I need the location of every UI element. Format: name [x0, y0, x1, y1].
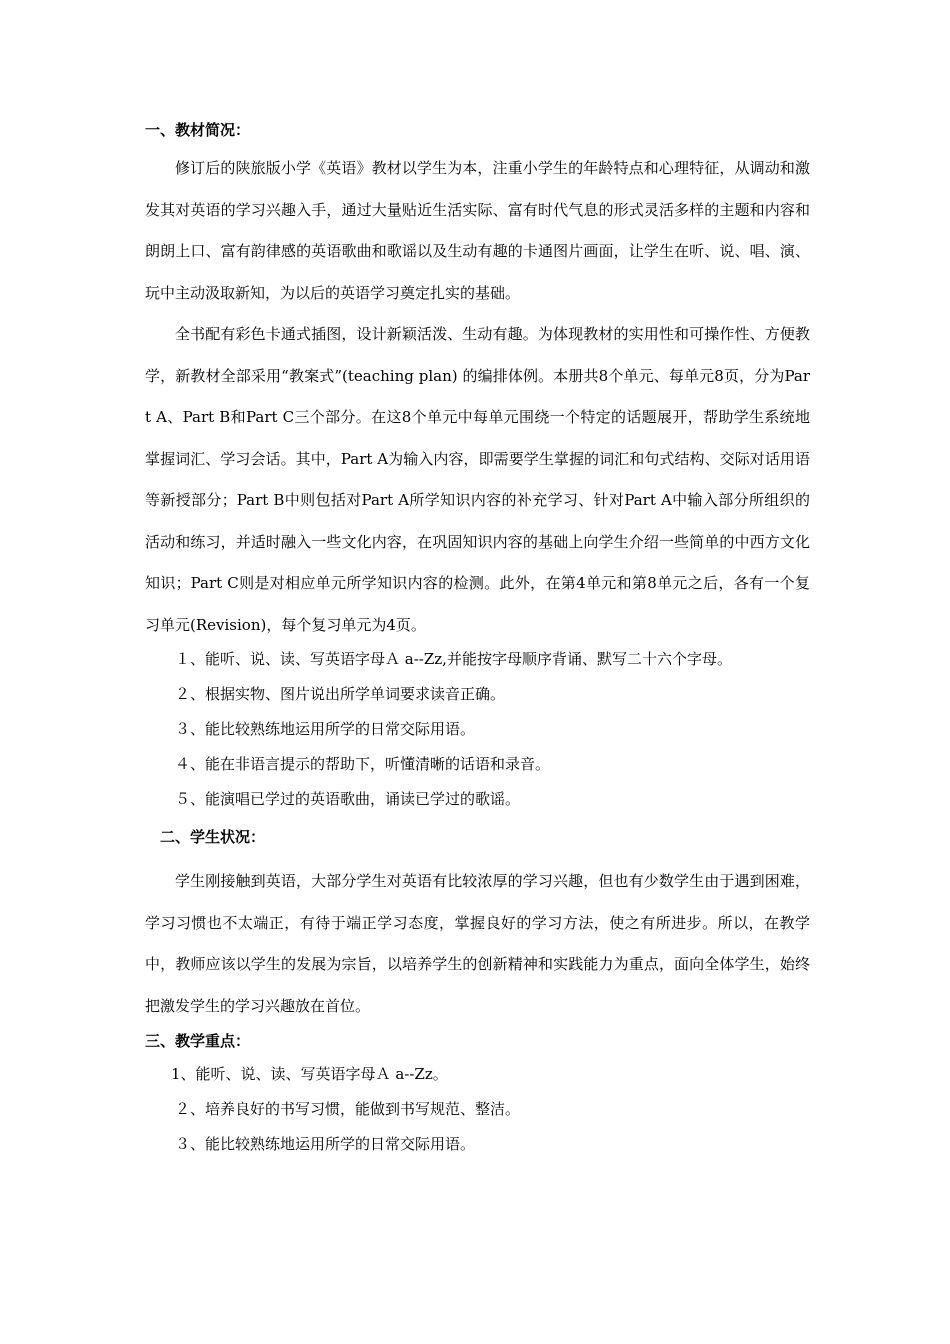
document-page [145, 120, 810, 1162]
section-1-paragraph-1: 修订后的陕旅版小学《英语》教材以学生为本，注重小学生的年龄特点和心理特征，从调动和激发其对英语的学习兴趣入手，通过大量贴近生活实际、富有时代气息的形式灵活多样的主题和内容和朗朗上口、富有韵律感的英语歌曲和歌谣以及生动有趣的卡通图片画面，让学生在听、说、唱、演、玩中主动汲取新知，为以后的英语学习奠定扎实的基础。 [145, 159, 810, 302]
focus-item-1: 1、能听、说、读、写英语字母Ａ a--Zz。 [171, 1065, 448, 1083]
goal-item-3: ３、能比较熟练地运用所学的日常交际用语。 [175, 720, 476, 738]
section-3-focus-list [145, 1057, 810, 1162]
section-3-heading: 三、教学重点： [145, 1032, 251, 1050]
section-1-heading: 一、教材简况： [145, 121, 251, 139]
section-2-heading: 二、学生状况： [160, 828, 266, 846]
goal-item-5: ５、能演唱已学过的英语歌曲，诵读已学过的歌谣。 [175, 790, 521, 808]
section-2-paragraph-1: 学生刚接触到英语，大部分学生对英语有比较浓厚的学习兴趣，但也有少数学生由于遇到困难，学习习惯也不太端正，有待于端正学习态度，掌握良好的学习方法，使之有所进步。所以，在教学中，教师应该以学生的发展为宗旨，以培养学生的创新精神和实践能力为重点，面向全体学生，始终把激发学生的学习兴趣放在首位。 [145, 872, 810, 1015]
focus-item-3: ３、能比较熟练地运用所学的日常交际用语。 [175, 1135, 476, 1153]
goal-item-4: ４、能在非语言提示的帮助下，听懂清晰的话语和录音。 [175, 755, 551, 773]
goal-item-2: ２、根据实物、图片说出所学单词要求读音正确。 [175, 685, 506, 703]
section-1-paragraph-2: 全书配有彩色卡通式插图，设计新颖活泼、生动有趣。为体现教材的实用性和可操作性、方便教学，新教材全部采用“教案式”(teaching plan) 的编排体例。本册共8个单元、每单元8页，分为Part A、Part B和Part C三个部分。在这8个单元中每单元围绕一个特定的话题展开，帮助学生系统地掌握词汇、学习会话。其中，Part A为输入内容，即需要学生掌握的词汇和句式结构、交际对话用语等新授部分；Part B中则包括对Part A所学知识内容的补充学习、针对Part A中输入部分所组织的活动和练习，并适时融入一些文化内容，在巩固知识内容的基础上向学生介绍一些简单的中西方文化知识；Part C则是对相应单元所学知识内容的检测。此外，在第4单元和第8单元之后，各有一个复习单元(Revision)，每个复习单元为4页。 [145, 325, 810, 634]
section-1-goal-list [145, 642, 810, 817]
goal-item-1: １、能听、说、读、写英语字母Ａ a--Zz,并能按字母顺序背诵、默写二十六个字母。 [175, 650, 732, 668]
focus-item-2: ２、培养良好的书写习惯，能做到书写规范、整洁。 [175, 1100, 521, 1118]
